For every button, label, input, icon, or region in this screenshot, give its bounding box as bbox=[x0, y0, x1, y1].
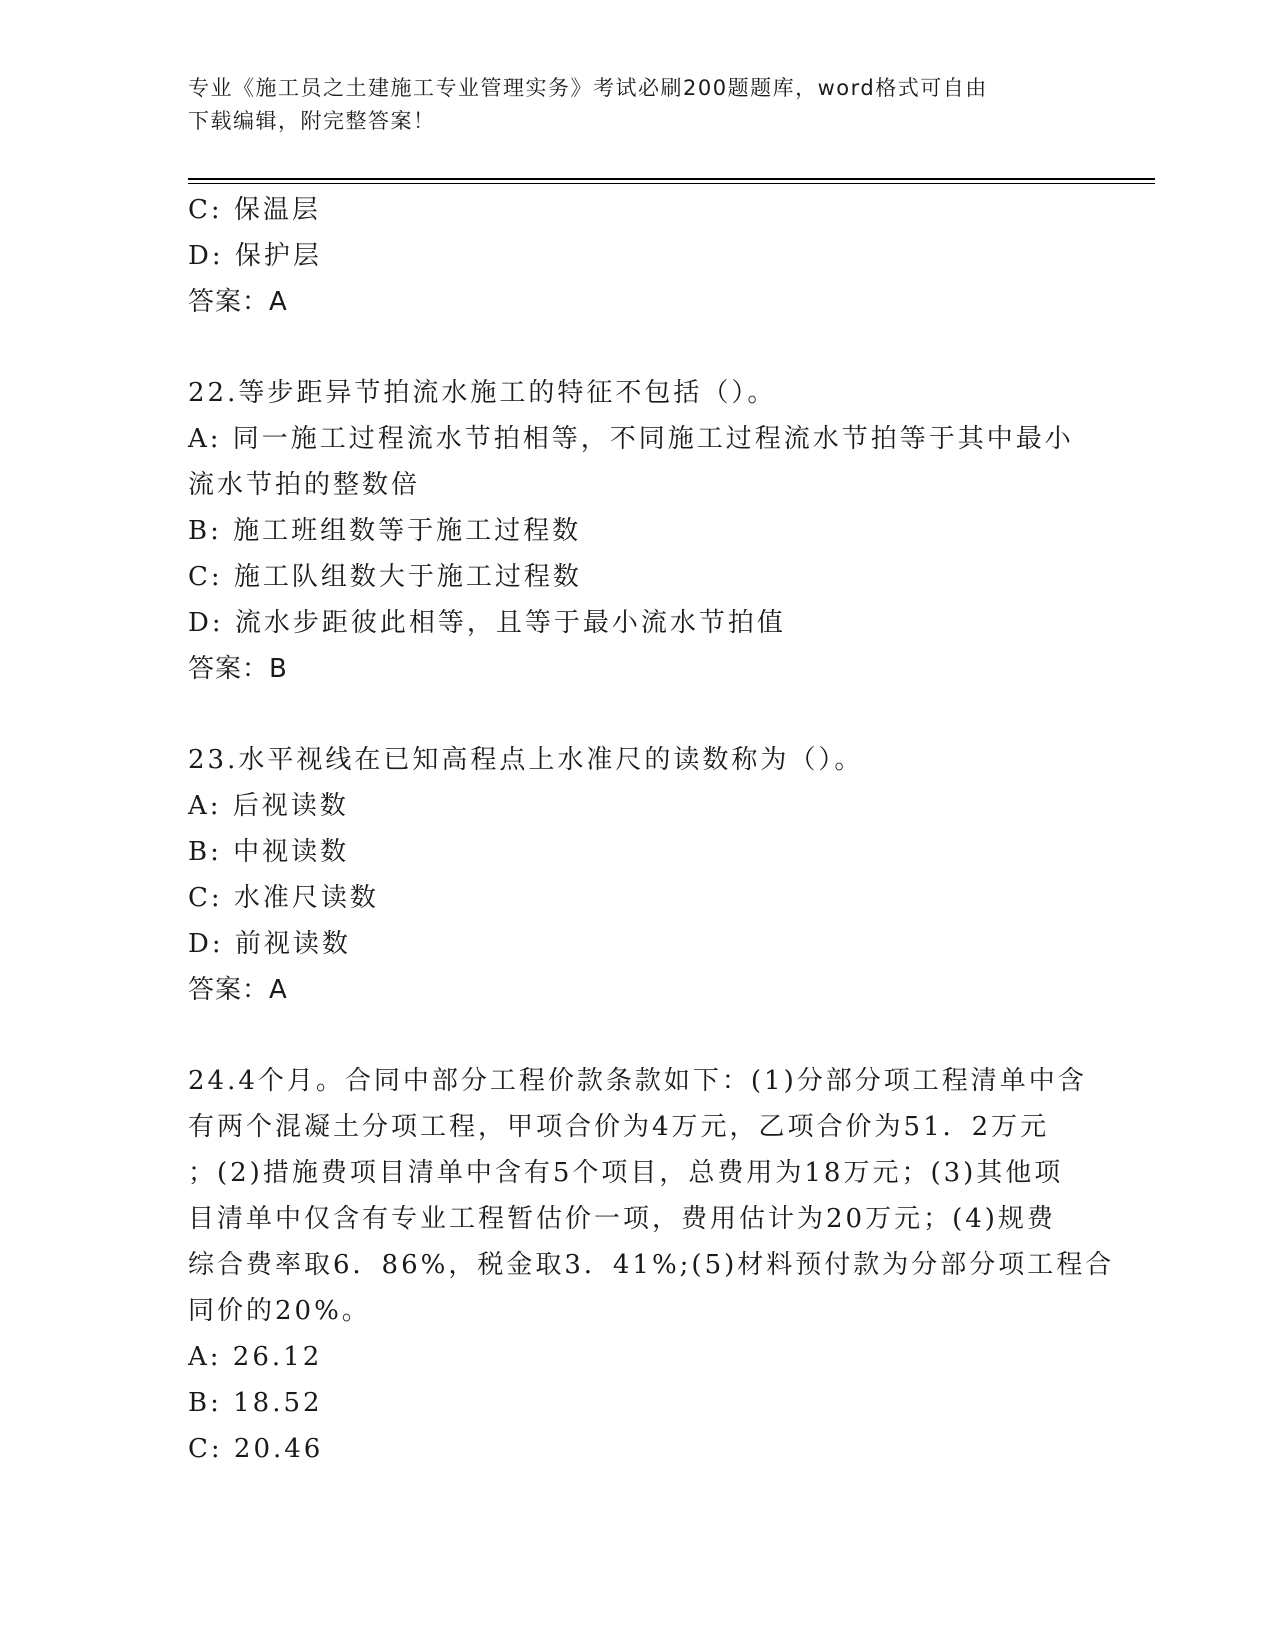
document-header bbox=[188, 72, 1078, 138]
question-text-line: 综合费率取6．86%，税金取3．41%;(5)材料预付款为分部分项工程合 bbox=[188, 1250, 1115, 1280]
option-b: B: 18.52 bbox=[188, 1388, 323, 1418]
header-line-2: 下载编辑，附完整答案！ bbox=[188, 109, 436, 133]
option-d: D: 流水步距彼此相等，且等于最小流水节拍值 bbox=[188, 608, 786, 638]
spacer bbox=[188, 1013, 1088, 1058]
question-text-line: 目清单中仅含有专业工程暂估价一项，费用估计为20万元；(4)规费 bbox=[188, 1204, 1056, 1234]
option-c: C: 20.46 bbox=[188, 1434, 324, 1464]
question-21-tail bbox=[188, 187, 1088, 325]
spacer bbox=[188, 325, 1088, 370]
question-text: 23.水平视线在已知高程点上水准尺的读数称为（）。 bbox=[188, 745, 864, 775]
answer-line: 答案：B bbox=[188, 654, 288, 684]
question-content bbox=[188, 187, 1115, 1472]
option-c: C: 水准尺读数 bbox=[188, 883, 379, 913]
option-c: C: 保温层 bbox=[188, 195, 321, 225]
option-b: B: 施工班组数等于施工过程数 bbox=[188, 516, 582, 546]
question-text-line: ；(2)措施费项目清单中含有5个项目，总费用为18万元；(3)其他项 bbox=[188, 1158, 1064, 1188]
question-text-line: 24.4个月。合同中部分工程价款条款如下：(1)分部分项工程清单中含 bbox=[188, 1066, 1087, 1096]
header-divider-thin bbox=[188, 183, 1155, 184]
question-24 bbox=[188, 1058, 1115, 1472]
question-text: 22.等步距异节拍流水施工的特征不包括（）。 bbox=[188, 378, 777, 408]
question-text-line: 同价的20%。 bbox=[188, 1296, 371, 1326]
answer-line: 答案：A bbox=[188, 975, 288, 1005]
question-22 bbox=[188, 370, 1088, 692]
question-23 bbox=[188, 737, 1088, 1013]
option-d: D: 前视读数 bbox=[188, 929, 351, 959]
option-a: A: 同一施工过程流水节拍相等，不同施工过程流水节拍等于其中最小 bbox=[188, 424, 1074, 454]
question-text-line: 有两个混凝土分项工程，甲项合价为4万元，乙项合价为51．2万元 bbox=[188, 1112, 1050, 1142]
option-d: D: 保护层 bbox=[188, 241, 322, 271]
option-a-continued: 流水节拍的整数倍 bbox=[188, 470, 421, 500]
answer-line: 答案：A bbox=[188, 287, 288, 317]
option-a: A: 后视读数 bbox=[188, 791, 349, 821]
header-divider-thick bbox=[188, 178, 1155, 180]
option-a: A: 26.12 bbox=[188, 1342, 323, 1372]
option-c: C: 施工队组数大于施工过程数 bbox=[188, 562, 582, 592]
header-line-1: 专业《施工员之土建施工专业管理实务》考试必刷200题题库，word格式可自由 bbox=[188, 76, 988, 100]
option-b: B: 中视读数 bbox=[188, 837, 350, 867]
spacer bbox=[188, 692, 1088, 737]
